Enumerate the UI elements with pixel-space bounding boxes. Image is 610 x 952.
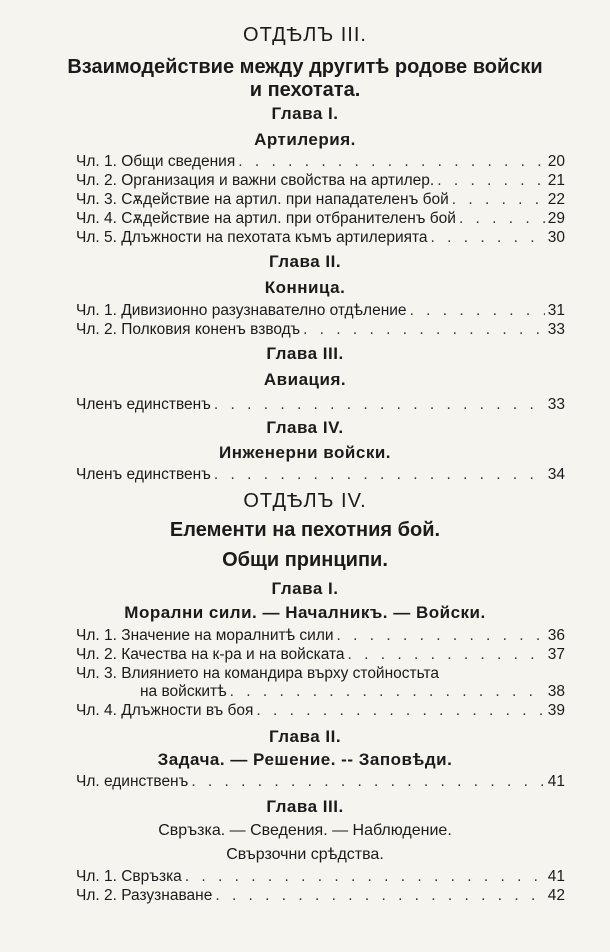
leader-dots (437, 172, 545, 190)
leader-dots (348, 646, 545, 664)
leader-dots (431, 229, 545, 247)
toc-entry-text: Чл. 2. Качества на к-ра и на войската (76, 646, 345, 663)
toc-entry-page: 30 (547, 229, 565, 246)
toc-entry[interactable] (76, 887, 565, 907)
leader-dots (256, 702, 544, 720)
toc-entry-page: 29 (547, 210, 565, 227)
leader-dots (410, 302, 545, 320)
toc-entry-page: 31 (547, 302, 565, 319)
leader-dots (185, 868, 545, 886)
chapter-subtitle: Артилерия. (254, 130, 356, 149)
section-heading: ОТДѢЛЪ III. (243, 24, 367, 46)
toc-entry-text: Чл. 5. Длъжности на пехотата къмъ артилерията (76, 229, 428, 246)
toc-entry-text: Чл. 2. Разузнаване (76, 887, 213, 904)
toc-entry[interactable] (76, 702, 565, 722)
toc-entry-text: Чл. 1. Дивизионно разузнавателно отдѣление (76, 302, 407, 319)
chapter-subtitle: Задача. — Решение. -- Заповѣди. (157, 750, 453, 769)
toc-entry-page: 39 (547, 702, 565, 719)
toc-entry[interactable] (76, 229, 565, 249)
chapter-subtitle: Авиация. (263, 370, 347, 389)
toc-entry-page: 20 (547, 153, 565, 170)
leader-dots (230, 683, 545, 701)
chapter-heading: Глава III. (266, 344, 344, 363)
leader-dots (452, 191, 545, 209)
chapter-subtitle: Морални сили. — Началникъ. — Войски. (124, 603, 486, 622)
chapter-subsubtitle: Свързочни срѣдства. (226, 846, 384, 863)
leader-dots (337, 627, 545, 645)
toc-entry-page: 41 (547, 868, 565, 885)
chapter-heading: Глава I. (271, 104, 339, 123)
toc-entry[interactable] (76, 210, 565, 230)
leader-dots (191, 773, 544, 791)
leader-dots (214, 396, 545, 414)
toc-entry[interactable] (76, 773, 565, 793)
toc-entry-continuation[interactable] (140, 683, 565, 703)
leader-dots (215, 887, 544, 905)
toc-entry[interactable] (76, 868, 565, 888)
leader-dots (459, 210, 545, 228)
section-title: Взаимодействие между другитѣ родове войски (67, 56, 543, 78)
toc-entry-page: 36 (547, 627, 565, 644)
toc-entry-text: Чл. 1. Свръзка (76, 868, 182, 885)
toc-entry-text: Членъ единственъ (76, 396, 211, 413)
toc-entry[interactable] (76, 396, 565, 416)
toc-entry-text: Чл. 3. Сѫдействие на артил. при нападателенъ бой (76, 191, 449, 208)
toc-entry[interactable] (76, 172, 565, 192)
chapter-subtitle: Свръзка. — Сведения. — Наблюдение. (158, 822, 452, 839)
section-title: Общи принципи. (222, 549, 388, 571)
toc-entry-text: Чл. 3. Влиянието на командира върху стойностьта (76, 665, 440, 682)
toc-entry-page: 22 (547, 191, 565, 208)
section-heading: ОТДѢЛЪ IV. (243, 490, 367, 512)
toc-entry[interactable] (76, 302, 565, 322)
toc-entry-text: Чл. 4. Длъжности въ боя (76, 702, 254, 719)
chapter-heading: Глава III. (266, 797, 344, 816)
leader-dots (303, 321, 545, 339)
toc-entry-page: 34 (547, 466, 565, 483)
toc-entry-text: Чл. 1. Общи сведения (76, 153, 236, 170)
chapter-heading: Глава I. (271, 579, 339, 598)
leader-dots (214, 466, 545, 484)
toc-entry[interactable] (76, 665, 565, 685)
toc-entry-text: Чл. 4. Сѫдействие на артил. при отбранителенъ бой (76, 210, 456, 227)
toc-entry-page: 37 (547, 646, 565, 663)
toc-entry[interactable] (76, 627, 565, 647)
toc-entry-page: 21 (547, 172, 565, 189)
toc-entry-page: 42 (547, 887, 565, 904)
chapter-heading: Глава II. (268, 252, 342, 271)
toc-entry-page: 33 (547, 321, 565, 338)
toc-entry-page: 38 (547, 683, 565, 700)
toc-entry[interactable] (76, 153, 565, 173)
chapter-subtitle: Инженерни войски. (218, 443, 392, 462)
chapter-heading: Глава IV. (266, 418, 344, 437)
toc-entry-text: Чл. единственъ (76, 773, 189, 790)
section-title: Елементи на пехотния бой. (169, 519, 441, 541)
toc-entry[interactable] (76, 191, 565, 211)
chapter-subtitle: Конница. (264, 278, 346, 297)
toc-entry[interactable] (76, 321, 565, 341)
leader-dots (238, 153, 545, 171)
toc-entry[interactable] (76, 466, 565, 486)
toc-entry-page: 41 (547, 773, 565, 790)
toc-entry-page: 33 (547, 396, 565, 413)
toc-entry-text: Чл. 1. Значение на моралнитѣ сили (76, 627, 334, 644)
toc-entry[interactable] (76, 646, 565, 666)
toc-entry-text: на войскитѣ (140, 683, 227, 700)
toc-entry-text: Чл. 2. Полковия коненъ взводъ (76, 321, 301, 338)
chapter-heading: Глава II. (268, 727, 342, 746)
section-title: и пехотата. (249, 79, 361, 101)
toc-entry-text: Чл. 2. Организация и важни свойства на артилер. (76, 172, 435, 189)
toc-entry-text: Членъ единственъ (76, 466, 211, 483)
